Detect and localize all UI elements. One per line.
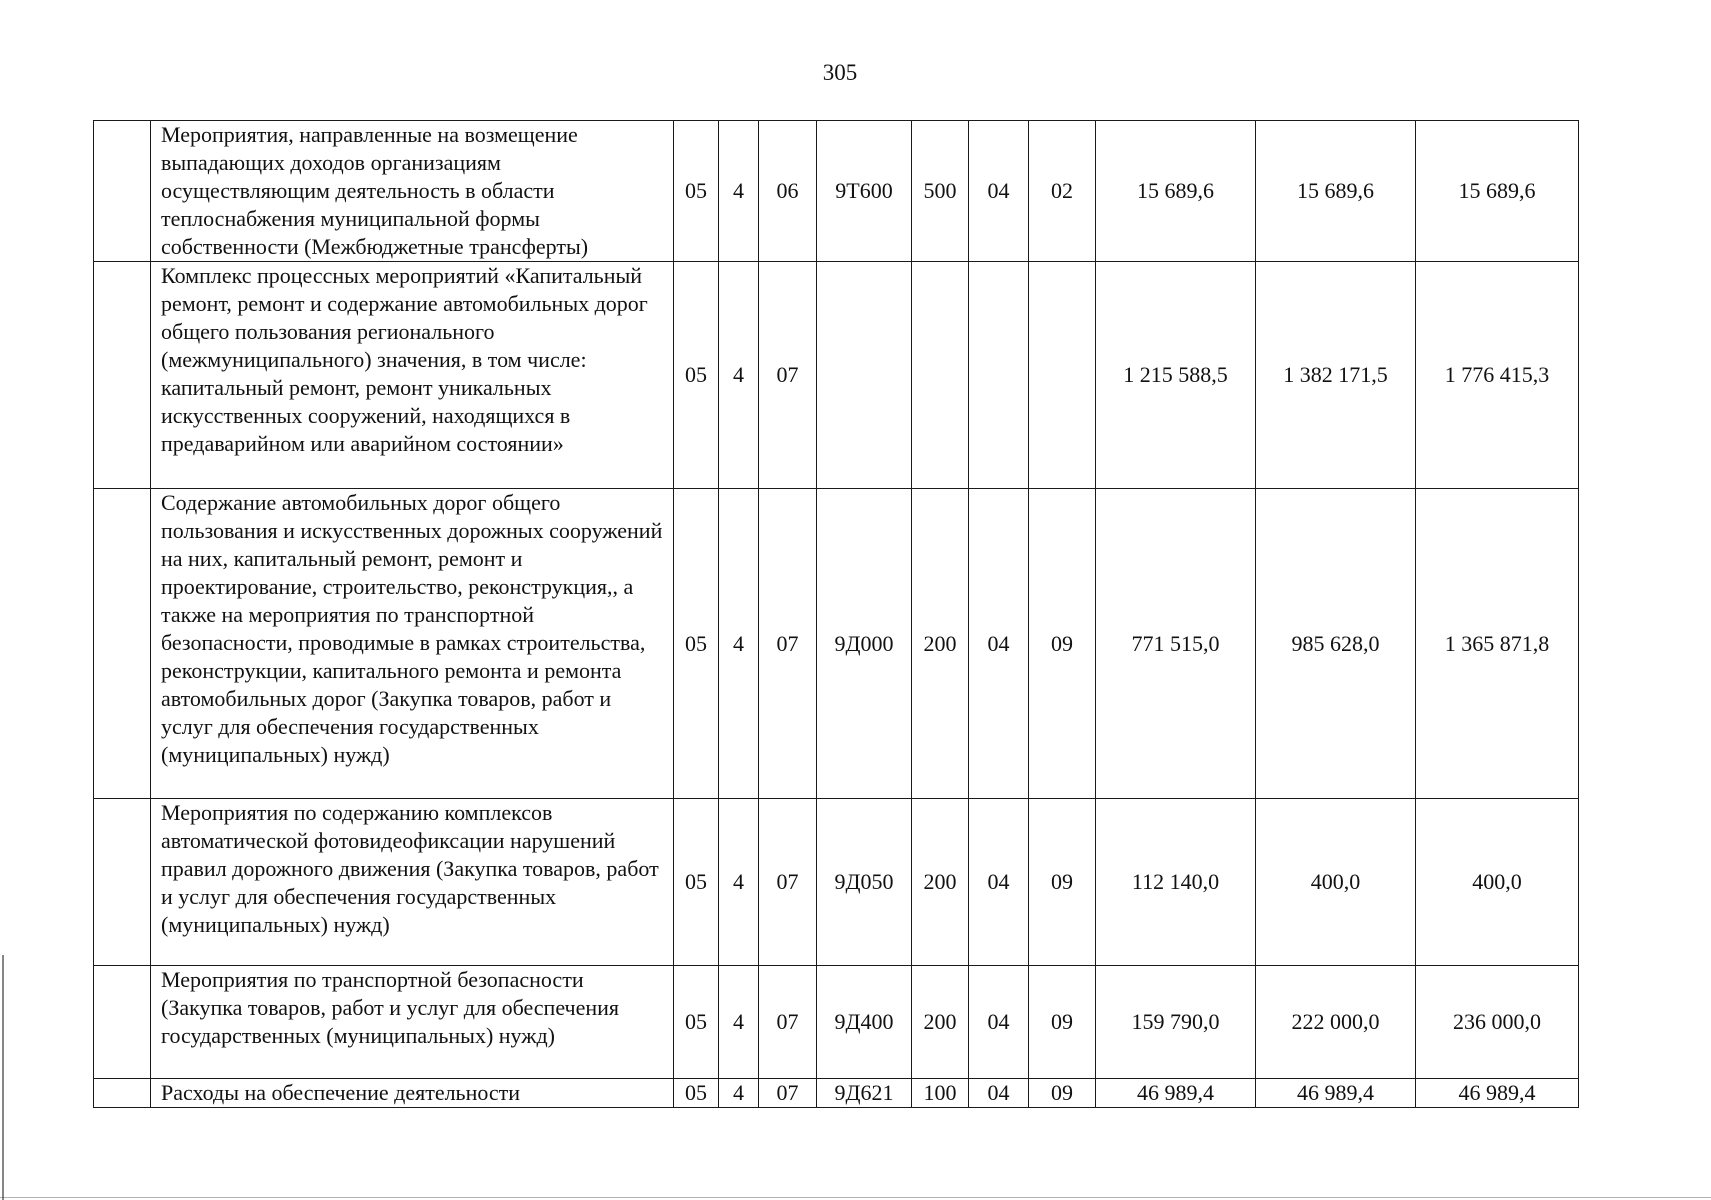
subsection-cell: 02	[1029, 121, 1096, 262]
amount-year1: 15 689,6	[1096, 121, 1256, 262]
section-cell: 04	[969, 1079, 1029, 1108]
target-code-cell: 9Д400	[817, 966, 912, 1079]
subsection-cell: 09	[1029, 1079, 1096, 1108]
amount-year1: 159 790,0	[1096, 966, 1256, 1079]
scan-edge-line	[2, 955, 4, 1200]
table-row	[94, 1079, 1579, 1108]
amount-year2: 46 989,4	[1256, 1079, 1416, 1108]
row-number-cell	[94, 489, 151, 799]
code-cell: 07	[759, 262, 817, 489]
section-cell: 04	[969, 799, 1029, 966]
section-cell	[969, 262, 1029, 489]
code-cell: 4	[719, 966, 759, 1079]
code-cell: 4	[719, 121, 759, 262]
code-cell: 05	[674, 262, 719, 489]
amount-year2: 400,0	[1256, 799, 1416, 966]
amount-year1: 112 140,0	[1096, 799, 1256, 966]
code-cell: 4	[719, 489, 759, 799]
code-cell: 05	[674, 799, 719, 966]
section-cell: 04	[969, 489, 1029, 799]
amount-year3: 15 689,6	[1416, 121, 1579, 262]
code-cell: 06	[759, 121, 817, 262]
amount-year1: 1 215 588,5	[1096, 262, 1256, 489]
row-number-cell	[94, 121, 151, 262]
amount-year1: 771 515,0	[1096, 489, 1256, 799]
item-description: Мероприятия по содержанию комплексов автоматической фотовидеофиксации нарушений правил дорожного движения (Закупка товаров, работ и услуг для обеспечения государственных (муниципальных) нужд)	[151, 799, 674, 966]
table-row	[94, 966, 1579, 1079]
code-cell: 05	[674, 489, 719, 799]
row-number-cell	[94, 799, 151, 966]
code-cell: 4	[719, 262, 759, 489]
code-cell: 07	[759, 966, 817, 1079]
code-cell: 4	[719, 1079, 759, 1108]
expense-type-cell	[912, 262, 969, 489]
row-number-cell	[94, 966, 151, 1079]
target-code-cell: 9Д050	[817, 799, 912, 966]
expense-type-cell: 200	[912, 489, 969, 799]
amount-year1: 46 989,4	[1096, 1079, 1256, 1108]
table-row	[94, 121, 1579, 262]
amount-year3: 1 365 871,8	[1416, 489, 1579, 799]
expense-type-cell: 200	[912, 966, 969, 1079]
amount-year3: 236 000,0	[1416, 966, 1579, 1079]
section-cell: 04	[969, 121, 1029, 262]
budget-table	[93, 120, 1579, 1108]
target-code-cell: 9Т600	[817, 121, 912, 262]
target-code-cell: 9Д000	[817, 489, 912, 799]
code-cell: 07	[759, 1079, 817, 1108]
subsection-cell: 09	[1029, 799, 1096, 966]
row-number-cell	[94, 262, 151, 489]
table-row	[94, 262, 1579, 489]
amount-year2: 15 689,6	[1256, 121, 1416, 262]
code-cell: 4	[719, 799, 759, 966]
amount-year2: 222 000,0	[1256, 966, 1416, 1079]
target-code-cell: 9Д621	[817, 1079, 912, 1108]
amount-year3: 400,0	[1416, 799, 1579, 966]
amount-year3: 1 776 415,3	[1416, 262, 1579, 489]
subsection-cell	[1029, 262, 1096, 489]
table-row	[94, 489, 1579, 799]
code-cell: 05	[674, 121, 719, 262]
item-description: Расходы на обеспечение деятельности	[151, 1079, 674, 1108]
code-cell: 05	[674, 1079, 719, 1108]
scan-bottom-line	[0, 1197, 1711, 1198]
subsection-cell: 09	[1029, 966, 1096, 1079]
target-code-cell	[817, 262, 912, 489]
page-number: 305	[822, 60, 858, 85]
item-description: Мероприятия, направленные на возмещение выпадающих доходов организациям осуществляющим деятельность в области теплоснабжения муниципальной формы собственности (Межбюджетные трансферты)	[151, 121, 674, 262]
expense-type-cell: 100	[912, 1079, 969, 1108]
amount-year2: 985 628,0	[1256, 489, 1416, 799]
amount-year3: 46 989,4	[1416, 1079, 1579, 1108]
item-description: Комплекс процессных мероприятий «Капитальный ремонт, ремонт и содержание автомобильных дорог общего пользования регионального (межмуниципального) значения, в том числе: капитальный ремонт, ремонт уникальных искусственных сооружений, находящихся в предаварийном или аварийном состоянии»	[151, 262, 674, 489]
expense-type-cell: 500	[912, 121, 969, 262]
amount-year2: 1 382 171,5	[1256, 262, 1416, 489]
item-description: Содержание автомобильных дорог общего пользования и искусственных дорожных сооружений на них, капитальный ремонт, ремонт и проектирование, строительство, реконструкция,, а также на мероприятия по транспортной безопасности, проводимые в рамках строительства, реконструкции, капитального ремонта и ремонта автомобильных дорог (Закупка товаров, работ и услуг для обеспечения государственных (муниципальных) нужд)	[151, 489, 674, 799]
code-cell: 07	[759, 799, 817, 966]
table-row	[94, 799, 1579, 966]
row-number-cell	[94, 1079, 151, 1108]
code-cell: 05	[674, 966, 719, 1079]
subsection-cell: 09	[1029, 489, 1096, 799]
item-description: Мероприятия по транспортной безопасности (Закупка товаров, работ и услуг для обеспечения государственных (муниципальных) нужд)	[151, 966, 674, 1079]
code-cell: 07	[759, 489, 817, 799]
expense-type-cell: 200	[912, 799, 969, 966]
section-cell: 04	[969, 966, 1029, 1079]
